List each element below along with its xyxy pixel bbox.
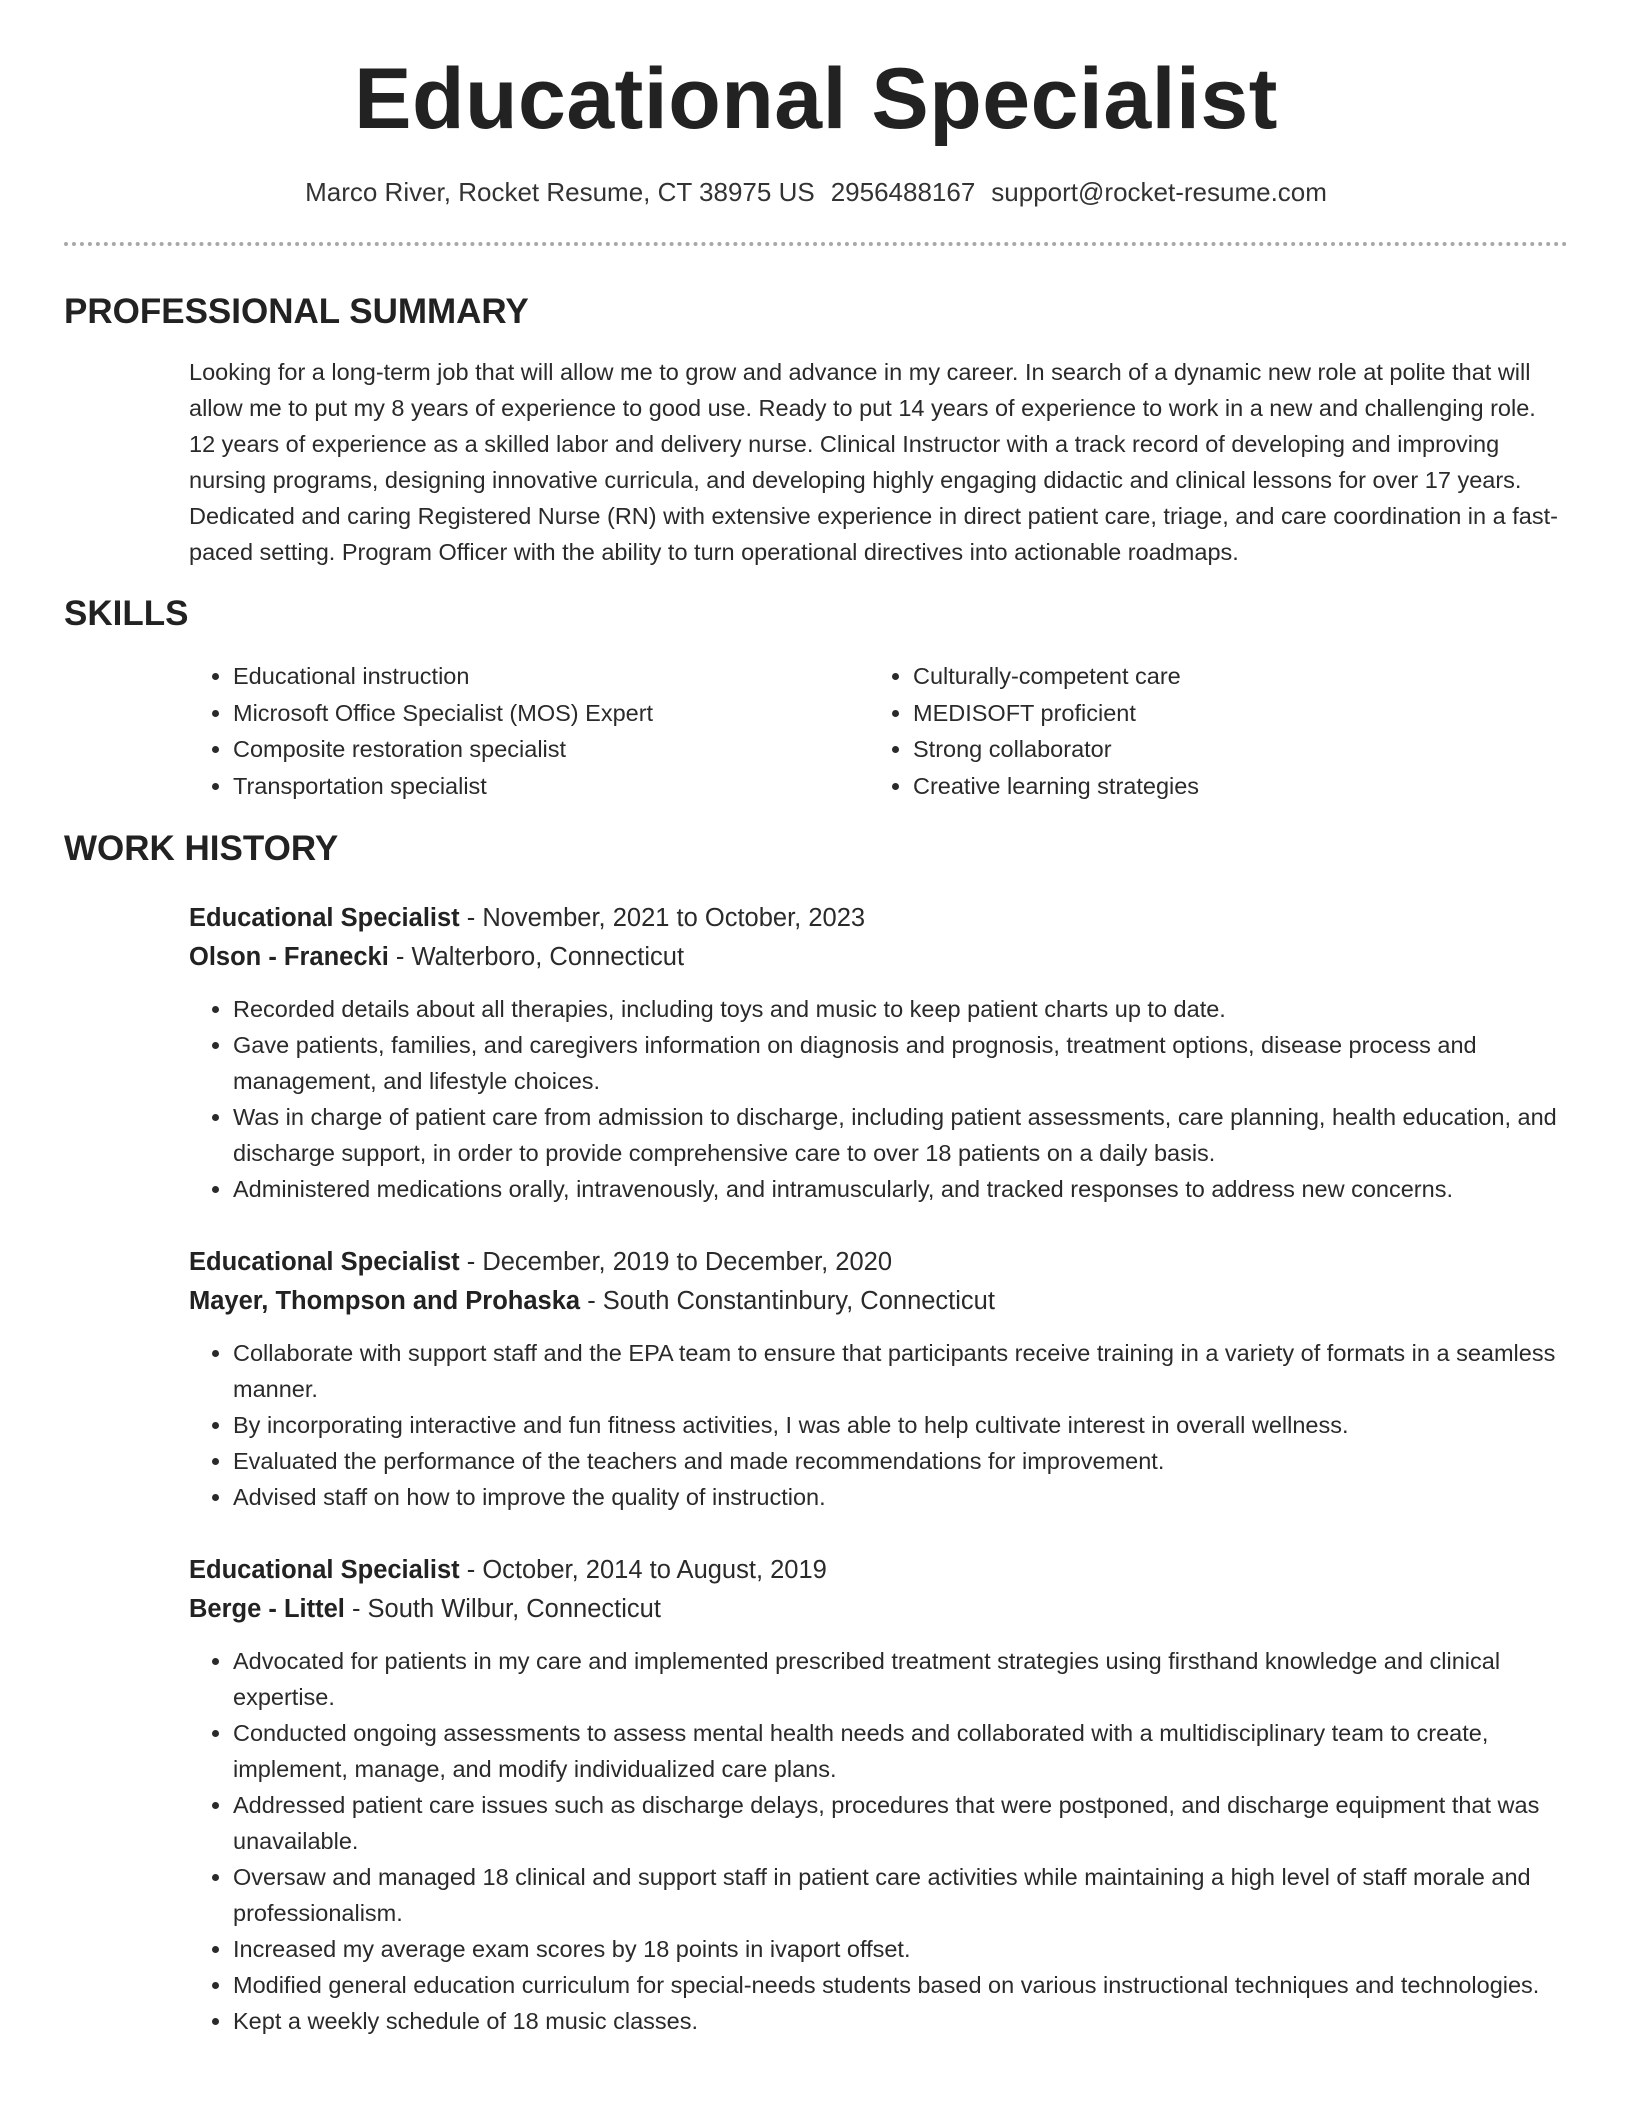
job-bullet: • By incorporating interactive and fun fitness activities, I was able to help cultivate interest in overall wellness.	[233, 1407, 1565, 1443]
skills-heading: SKILLS	[64, 593, 189, 633]
job-title-line	[189, 1243, 1565, 1282]
job-location: - South Constantinbury, Connecticut	[580, 1287, 995, 1316]
job-title: Educational Specialist	[189, 904, 460, 933]
job-bullet: • Modified general education curriculum for special-needs students based on various instructional techniques and technologies.	[233, 1967, 1565, 2003]
job-company: Mayer, Thompson and Prohaska	[189, 1287, 581, 1316]
job-company-line	[189, 938, 1565, 977]
work-history-section	[64, 829, 1568, 2039]
contact-address: Marco River, Rocket Resume, CT 38975 US	[305, 176, 815, 207]
job-bullet: • Kept a weekly schedule of 18 music classes.	[233, 2003, 1565, 2039]
skill-item: • Composite restoration specialist	[233, 731, 869, 768]
work-history-heading: WORK HISTORY	[64, 829, 339, 869]
skill-item: • MEDISOFT proficient	[913, 695, 1549, 732]
summary-section	[64, 292, 1568, 570]
skill-item: • Culturally-competent care	[913, 658, 1549, 695]
job-bullet: • Oversaw and managed 18 clinical and support staff in patient care activities while maintaining a high level of staff morale and professionalism.	[233, 1859, 1565, 1931]
job-entry	[189, 1243, 1565, 1515]
job-company-line	[189, 1590, 1565, 1629]
contact-phone: 2956488167	[830, 176, 976, 207]
contact-line	[64, 177, 1568, 208]
job-dates: - December, 2019 to December, 2020	[459, 1248, 893, 1277]
job-location: - Walterboro, Connecticut	[388, 943, 685, 972]
job-bullet: • Advocated for patients in my care and implemented prescribed treatment strategies using firsthand knowledge and clinical expertise.	[233, 1643, 1565, 1715]
skills-column-left	[189, 658, 869, 804]
job-bullet: • Administered medications orally, intravenously, and intramuscularly, and tracked responses to address new concerns.	[233, 1171, 1565, 1207]
skills-column-right	[869, 658, 1549, 804]
skill-item: • Microsoft Office Specialist (MOS) Expert	[233, 695, 869, 732]
skill-item: • Transportation specialist	[233, 768, 869, 805]
resume-page	[64, 52, 1568, 2039]
job-location: - South Wilbur, Connecticut	[344, 1595, 661, 1624]
job-company-line	[189, 1282, 1565, 1321]
job-bullet: • Evaluated the performance of the teachers and made recommendations for improvement.	[233, 1443, 1565, 1479]
job-bullet: • Addressed patient care issues such as discharge delays, procedures that were postponed, and discharge equipment that was unavailable.	[233, 1787, 1565, 1859]
job-bullet: • Was in charge of patient care from admission to discharge, including patient assessments, care planning, health education, and discharge support, in order to provide comprehensive care to over 18 patients on a daily basis.	[233, 1099, 1565, 1171]
job-bullet: • Collaborate with support staff and the EPA team to ensure that participants receive training in a variety of formats in a seamless manner.	[233, 1335, 1565, 1407]
job-title: Educational Specialist	[189, 1248, 460, 1277]
job-entry	[189, 1551, 1565, 2039]
summary-text: Looking for a long-term job that will allow me to grow and advance in my career. In search of a dynamic new role at polite that will allow me to put my 8 years of experience to good use. Ready to put 14 years of experience to work in a new and challenging role. 12 years of experience as a skilled labor and delivery nurse. Clinical Instructor with a track record of developing and improving nursing programs, designing innovative curricula, and developing highly engaging didactic and clinical lessons for over 17 years. Dedicated and caring Registered Nurse (RN) with extensive experience in direct patient care, triage, and care coordination in a fast-paced setting. Program Officer with the ability to turn operational directives into actionable roadmaps.	[189, 358, 1558, 565]
header-divider	[64, 242, 1568, 246]
job-title-line	[189, 899, 1565, 938]
job-bullets	[189, 1643, 1565, 2039]
job-bullet: • Gave patients, families, and caregivers information on diagnosis and prognosis, treatment options, disease process and management, and lifestyle choices.	[233, 1027, 1565, 1099]
contact-email: support@rocket-resume.com	[991, 176, 1327, 207]
job-dates: - October, 2014 to August, 2019	[459, 1556, 827, 1585]
job-title: Educational Specialist	[189, 1556, 460, 1585]
job-entry	[189, 899, 1565, 1207]
skill-item: • Educational instruction	[233, 658, 869, 695]
job-bullet: • Increased my average exam scores by 18 points in ivaport offset.	[233, 1931, 1565, 1967]
job-bullet: • Conducted ongoing assessments to assess mental health needs and collaborated with a multidisciplinary team to create, implement, manage, and modify individualized care plans.	[233, 1715, 1565, 1787]
job-bullets	[189, 1335, 1565, 1515]
skill-item: • Strong collaborator	[913, 731, 1549, 768]
skills-section	[64, 594, 1568, 804]
skills-list	[189, 658, 1565, 804]
summary-heading: PROFESSIONAL SUMMARY	[64, 291, 529, 331]
job-bullet: • Advised staff on how to improve the quality of instruction.	[233, 1479, 1565, 1515]
job-company: Berge - Littel	[189, 1595, 345, 1624]
resume-title: Educational Specialist	[354, 51, 1278, 147]
job-title-line	[189, 1551, 1565, 1590]
skill-item: • Creative learning strategies	[913, 768, 1549, 805]
job-company: Olson - Franecki	[189, 943, 389, 972]
job-bullets	[189, 991, 1565, 1207]
job-bullet: • Recorded details about all therapies, including toys and music to keep patient charts up to date.	[233, 991, 1565, 1027]
job-dates: - November, 2021 to October, 2023	[459, 904, 866, 933]
